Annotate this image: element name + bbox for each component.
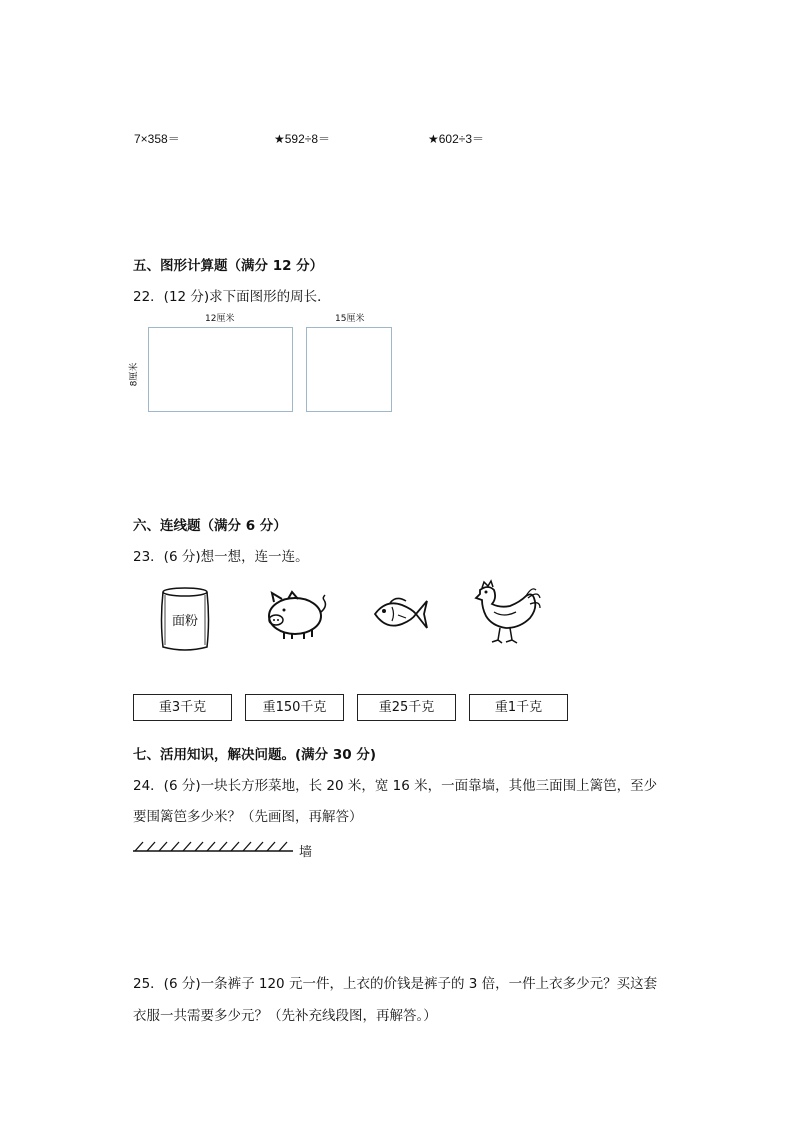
question-24-line-2: 要围篱笆多少米？（先画图，再解答） (133, 809, 363, 825)
question-25-line-2: 衣服一共需要多少元？（先补充线段图，再解答。） (133, 1008, 437, 1024)
weight-box-2[interactable]: 重150千克 (245, 694, 344, 721)
weight-box-4[interactable]: 重1千克 (469, 694, 568, 721)
weight-box-1[interactable]: 重3千克 (133, 694, 232, 721)
wall-label: 墙 (299, 845, 313, 860)
rect1-width-label: 12厘米 (205, 314, 235, 324)
rectangle-1 (148, 327, 293, 412)
question-24-line-1: 24．(6 分)一块长方形菜地，长 20 米，宽 16 米，一面靠墙，其他三面围上篱笆，至少 (133, 778, 658, 794)
rect2-width-label: 15厘米 (335, 314, 365, 324)
question-22: 22．(12 分)求下面图形的周长． (133, 289, 331, 305)
section-5-heading: 五、图形计算题（满分 12 分） (133, 258, 324, 274)
wall-line (133, 838, 295, 852)
square-2 (306, 327, 392, 412)
question-25-line-1: 25．(6 分)一条裤子 120 元一件，上衣的价钱是裤子的 3 倍，一件上衣多少元？买这套 (133, 976, 658, 992)
calc-item-1: 7×358＝ (134, 132, 180, 146)
section-6-heading: 六、连线题（满分 6 分） (133, 518, 287, 534)
weight-box-3[interactable]: 重25千克 (357, 694, 456, 721)
calc-item-3: ★602÷3＝ (428, 132, 485, 146)
chicken-icon (470, 578, 544, 646)
section-7-heading: 七、活用知识，解决问题。(满分 30 分) (133, 747, 377, 763)
question-23: 23．(6 分)想一想，连一连。 (133, 549, 309, 565)
calc-item-2: ★592÷8＝ (274, 132, 331, 146)
height-label: 8厘米 (129, 362, 140, 387)
pig-icon (262, 590, 334, 642)
flour-bag-label: 面粉 (172, 614, 199, 629)
fish-icon (372, 593, 430, 635)
